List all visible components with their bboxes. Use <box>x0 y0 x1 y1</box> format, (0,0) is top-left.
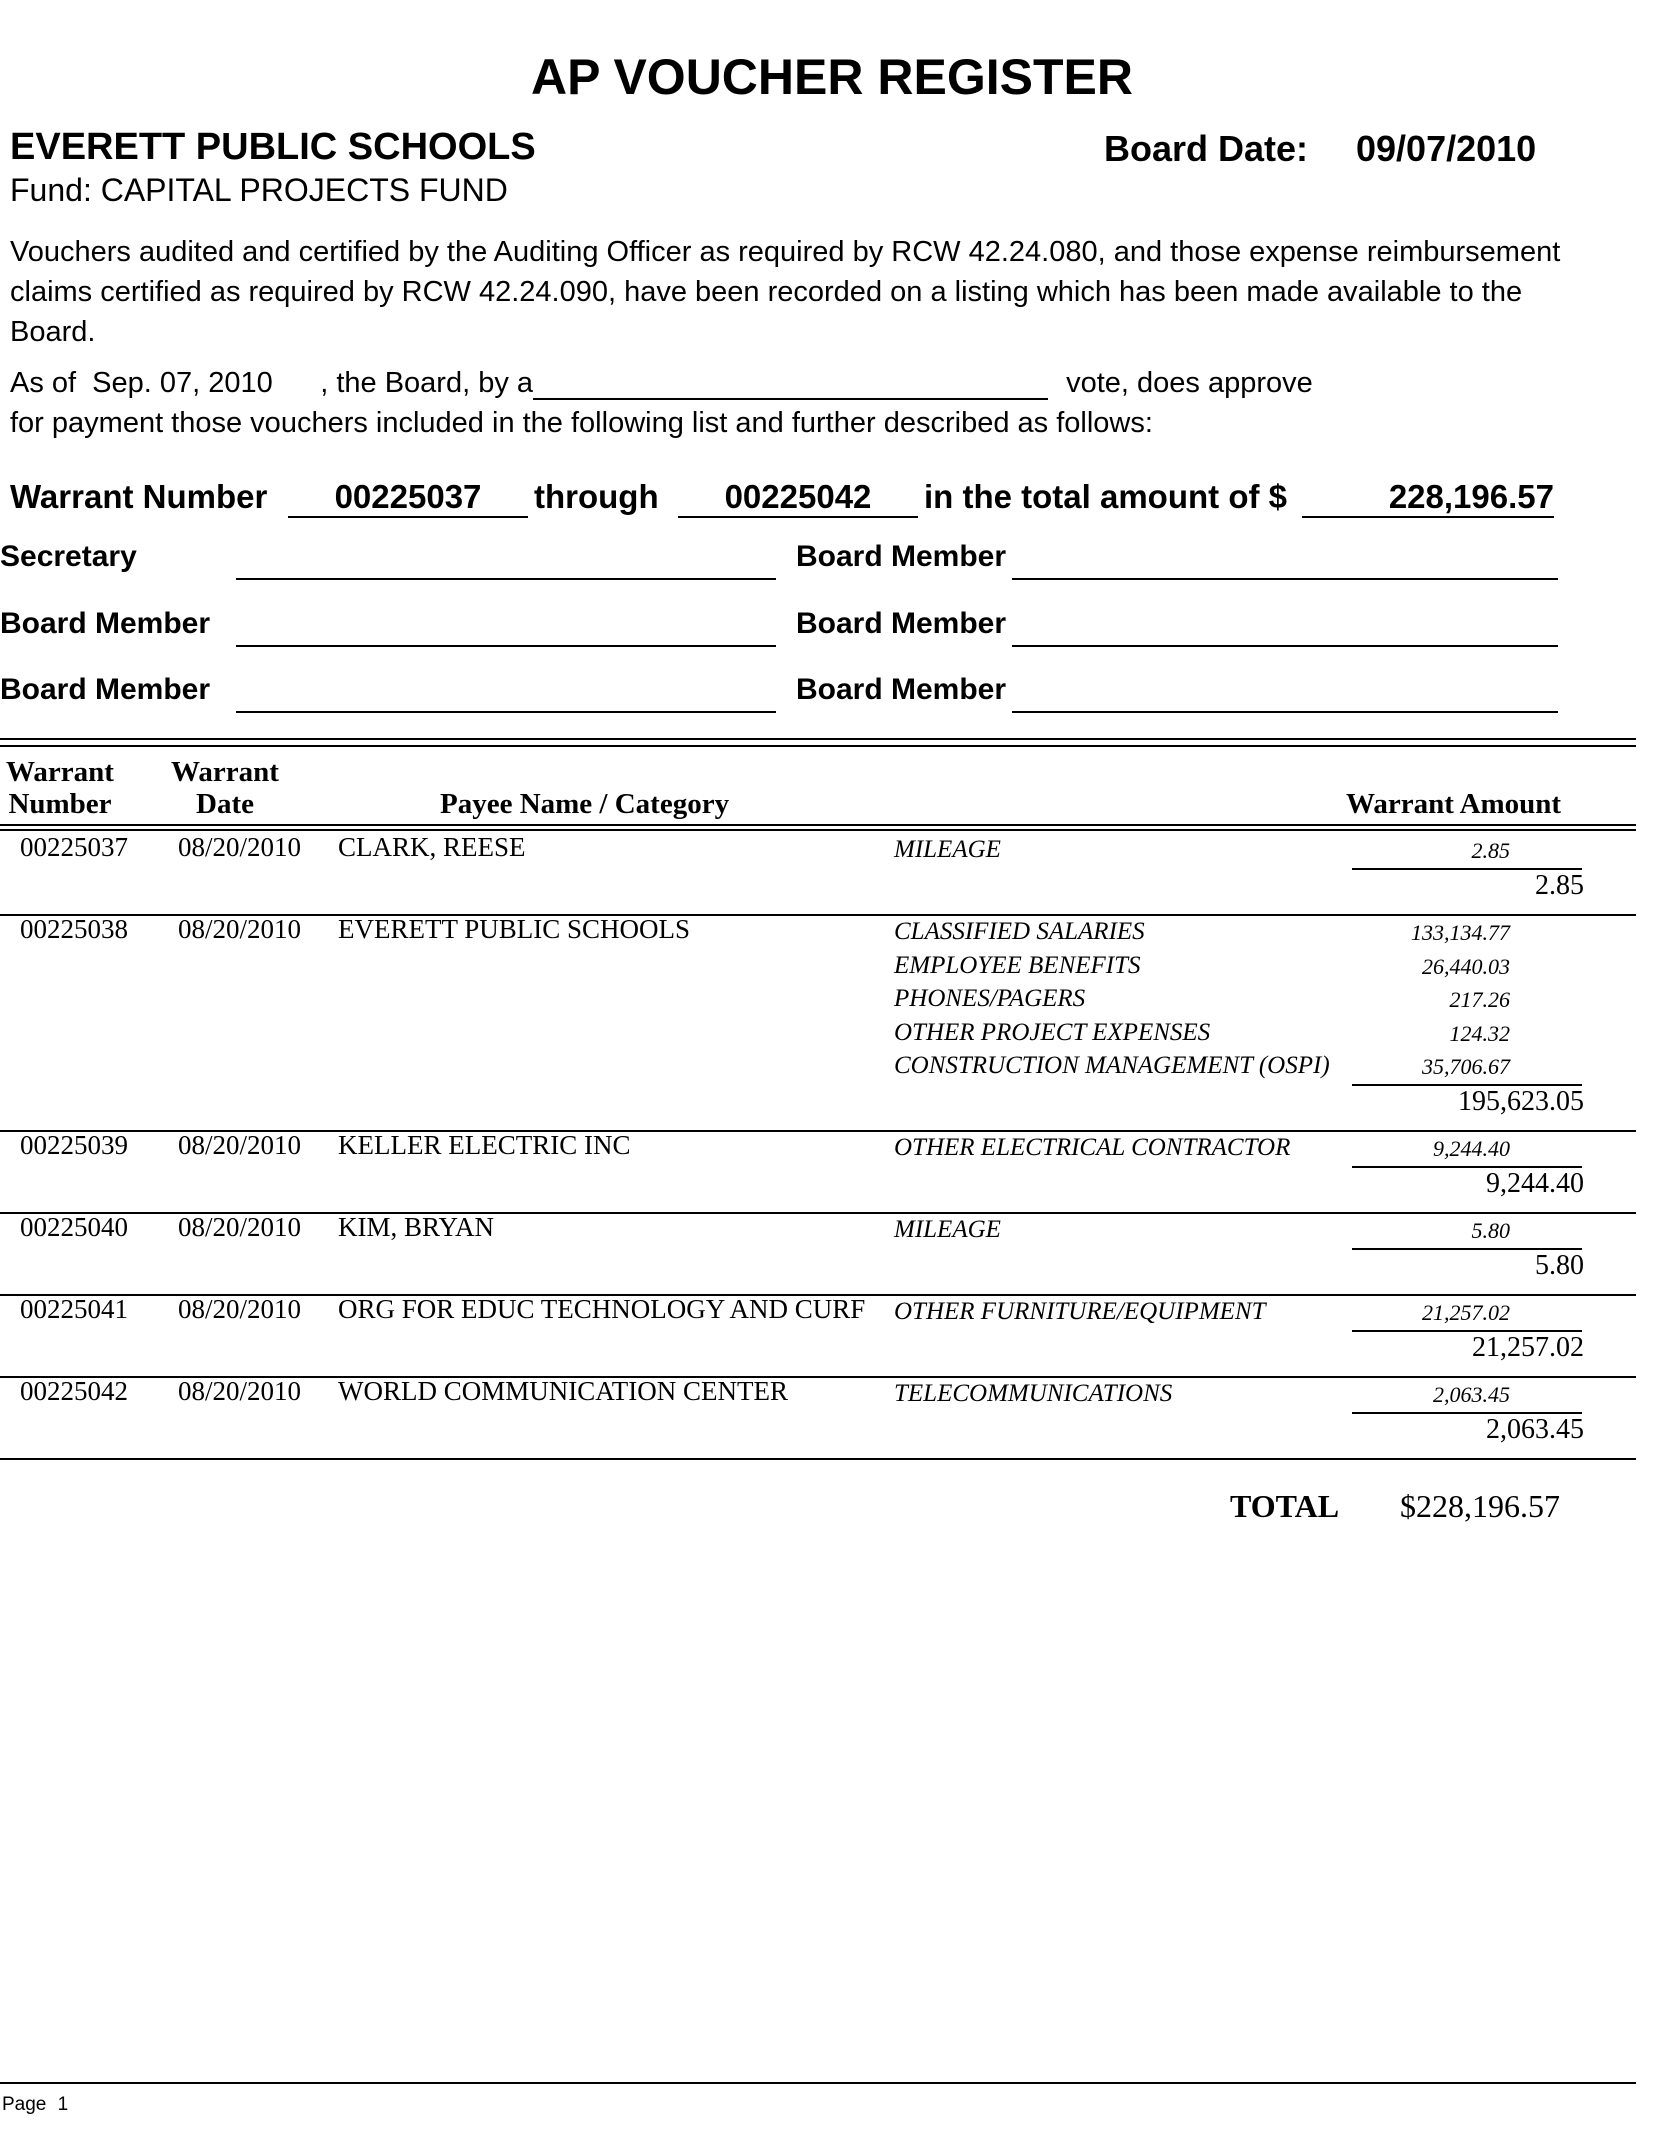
board-by-text: , the Board, by a <box>320 367 534 399</box>
payee-name: WORLD COMMUNICATION CENTER <box>338 1376 788 1406</box>
warrant-date: 08/20/2010 <box>178 1294 302 1324</box>
table-top-rule <box>0 745 1636 747</box>
warrant-to: 00225042 <box>678 478 918 518</box>
warrant-number-label: Warrant Number <box>10 478 268 515</box>
organization-name: EVERETT PUBLIC SCHOOLS <box>10 126 536 168</box>
warrant-date: 08/20/2010 <box>178 1376 302 1406</box>
category-label: MILEAGE <box>894 1216 1001 1243</box>
category-label: OTHER ELECTRICAL CONTRACTOR <box>894 1134 1291 1161</box>
payment-text: for payment those vouchers included in the following list and further described as follows: <box>10 407 1153 439</box>
line-amount: 5.80 <box>1471 1218 1510 1243</box>
secretary-label: Secretary <box>0 540 137 573</box>
total-amount-label: in the total amount of $ <box>924 478 1287 515</box>
board-member-label: Board Member <box>796 607 1007 640</box>
header-warrant-number-line1: Warrant <box>6 756 114 788</box>
board-member-signature-line <box>1012 578 1558 580</box>
header-payee: Payee Name / Category <box>440 788 730 820</box>
through-label: through <box>534 478 659 515</box>
warrant-number: 00225041 <box>20 1294 128 1324</box>
page-number: 1 <box>57 2094 69 2115</box>
category-label: TELECOMMUNICATIONS <box>894 1380 1173 1407</box>
line-amount: 35,706.67 <box>1422 1054 1510 1079</box>
warrant-summary <box>10 478 1570 522</box>
vote-suffix: vote, does approve <box>1066 367 1313 399</box>
board-member-label: Board Member <box>796 540 1007 573</box>
table-top-rule <box>0 738 1636 740</box>
board-member-label: Board Member <box>0 607 211 640</box>
warrant-date: 08/20/2010 <box>178 1212 302 1242</box>
line-amount: 2.85 <box>1471 838 1510 863</box>
warrant-date: 08/20/2010 <box>178 832 302 862</box>
warrant-subtotal: 2.85 <box>1535 869 1584 901</box>
board-date-value: 09/07/2010 <box>1356 128 1537 169</box>
row-separator <box>0 1458 1636 1460</box>
warrant-number: 00225037 <box>20 832 128 862</box>
vote-blank-line <box>533 372 1048 400</box>
header-warrant-amount: Warrant Amount <box>1346 788 1562 820</box>
warrant-number: 00225042 <box>20 1376 128 1406</box>
header-warrant-date <box>160 756 290 820</box>
warrant-from: 00225037 <box>288 478 528 518</box>
as-of-prefix: As of <box>10 367 77 399</box>
category-label: PHONES/PAGERS <box>894 985 1086 1012</box>
line-amount: 26,440.03 <box>1422 953 1510 979</box>
warrant-subtotal: 9,244.40 <box>1486 1167 1584 1199</box>
payee-name: ORG FOR EDUC TECHNOLOGY AND CURF <box>338 1294 866 1324</box>
header-rule <box>0 824 1636 826</box>
warrant-number: 00225040 <box>20 1212 128 1242</box>
header-rule <box>0 829 1636 831</box>
category-label: MILEAGE <box>894 836 1001 863</box>
header-warrant-number-line2: Number <box>8 788 112 820</box>
warrant-subtotal: 195,623.05 <box>1458 1085 1584 1117</box>
payee-name: CLARK, REESE <box>338 832 526 862</box>
grand-total-label: TOTAL <box>1230 1488 1340 1524</box>
grand-total-value: $228,196.57 <box>1400 1488 1560 1524</box>
category-label: OTHER FURNITURE/EQUIPMENT <box>894 1298 1266 1325</box>
warrant-date: 08/20/2010 <box>178 1130 302 1160</box>
header-warrant-date-line2: Date <box>196 788 254 820</box>
warrant-date: 08/20/2010 <box>178 914 302 944</box>
footer-rule <box>0 2082 1636 2084</box>
header-warrant-number <box>0 756 120 820</box>
line-amount: 133,134.77 <box>1411 920 1510 945</box>
line-amount: 21,257.02 <box>1422 1300 1510 1325</box>
line-amount: 124.32 <box>1449 1020 1510 1046</box>
board-member-label: Board Member <box>796 673 1007 706</box>
line-amount: 2,063.45 <box>1433 1382 1510 1407</box>
board-member-signature-line <box>236 711 776 713</box>
category-label: EMPLOYEE BENEFITS <box>894 951 1141 979</box>
warrant-number: 00225038 <box>20 914 128 944</box>
page-footer <box>2 2094 68 2116</box>
payee-name: KIM, BRYAN <box>338 1212 495 1242</box>
warrant-subtotal: 5.80 <box>1535 1249 1584 1281</box>
page-label: Page <box>2 2094 47 2115</box>
board-member-label: Board Member <box>0 673 211 706</box>
category-label: OTHER PROJECT EXPENSES <box>894 1018 1211 1046</box>
payee-name: EVERETT PUBLIC SCHOOLS <box>338 914 691 944</box>
line-amount: 217.26 <box>1449 987 1510 1012</box>
warrant-subtotal: 2,063.45 <box>1486 1413 1584 1445</box>
warrant-subtotal: 21,257.02 <box>1472 1331 1584 1363</box>
fund-name: Fund: CAPITAL PROJECTS FUND <box>10 172 508 208</box>
line-amount: 9,244.40 <box>1433 1136 1510 1161</box>
board-member-signature-line <box>1012 711 1558 713</box>
category-label: CONSTRUCTION MANAGEMENT (OSPI) <box>894 1052 1330 1079</box>
warrant-number: 00225039 <box>20 1130 128 1160</box>
page-title: AP VOUCHER REGISTER <box>531 49 1133 105</box>
board-member-signature-line <box>236 645 776 647</box>
as-of-line <box>10 367 1313 400</box>
warrant-total: 228,196.57 <box>1302 478 1554 518</box>
as-of-date: Sep. 07, 2010 <box>92 367 273 399</box>
board-date-label: Board Date: <box>1104 128 1309 169</box>
certification-text: Vouchers audited and certified by the Auditing Officer as required by RCW 42.24.080, and those expense reimbursement claims certified as required by RCW 42.24.090, have been recorded on a listing which has been made available to the Board. <box>10 236 1561 348</box>
board-member-signature-line <box>1012 645 1558 647</box>
header-warrant-date-line1: Warrant <box>171 756 279 788</box>
secretary-signature-line <box>236 578 776 580</box>
category-label: CLASSIFIED SALARIES <box>894 918 1145 945</box>
payee-name: KELLER ELECTRIC INC <box>338 1130 631 1160</box>
